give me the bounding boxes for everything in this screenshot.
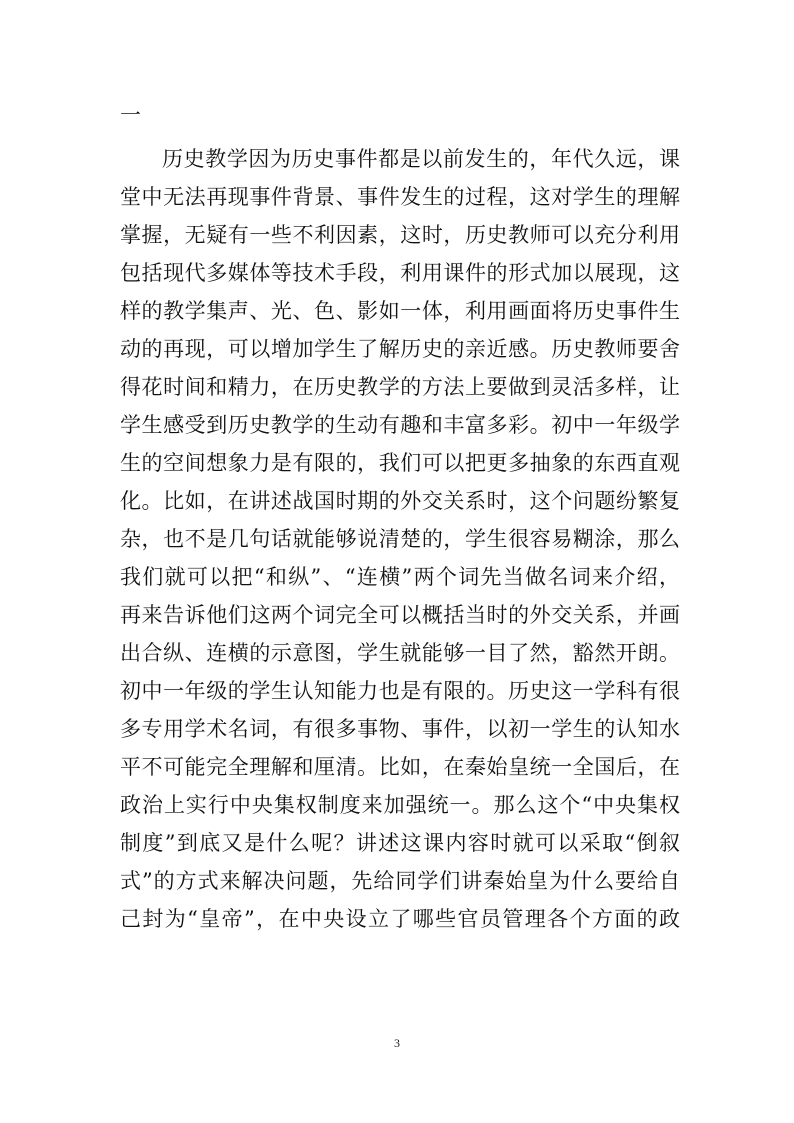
- paragraph-line: 我们就可以把“和纵”、“连横”两个词先当做名词来介绍，: [120, 565, 680, 589]
- paragraph-line: 学生感受到历史教学的生动有趣和丰富多彩。初中一年级学: [120, 413, 680, 437]
- paragraph-line: 平不可能完全理解和厘清。比如，在秦始皇统一全国后，在: [120, 755, 680, 779]
- paragraph-line: 式”的方式来解决问题，先给同学们讲秦始皇为什么要给自: [120, 869, 680, 893]
- paragraph-line: 堂中无法再现事件背景、事件发生的过程，这对学生的理解: [120, 185, 680, 209]
- page-number: 3: [394, 1036, 400, 1050]
- paragraph-line: 己封为“皇帝”，在中央设立了哪些官员管理各个方面的政: [120, 907, 680, 931]
- paragraph-line: 出合纵、连横的示意图，学生就能够一目了然，豁然开朗。: [120, 641, 680, 665]
- paragraph-line: 化。比如，在讲述战国时期的外交关系时，这个问题纷繁复: [120, 489, 680, 513]
- paragraph-line: 得花时间和精力，在历史教学的方法上要做到灵活多样，让: [120, 375, 680, 399]
- paragraph-line: 再来告诉他们这两个词完全可以概括当时的外交关系，并画: [120, 603, 680, 627]
- leading-dash-mark: 一: [120, 103, 141, 127]
- paragraph-line: 政治上实行中央集权制度来加强统一。那么这个“中央集权: [120, 793, 680, 817]
- paragraph-line: 杂，也不是几句话就能够说清楚的，学生很容易糊涂，那么: [120, 527, 680, 551]
- paragraph-line: 生的空间想象力是有限的，我们可以把更多抽象的东西直观: [120, 451, 680, 475]
- paragraph-line: 初中一年级的学生认知能力也是有限的。历史这一学科有很: [120, 679, 680, 703]
- paragraph-line: 历史教学因为历史事件都是以前发生的，年代久远，课: [162, 147, 680, 171]
- paragraph-line: 动的再现，可以增加学生了解历史的亲近感。历史教师要舍: [120, 337, 680, 361]
- paragraph-line: 制度”到底又是什么呢？讲述这课内容时就可以采取“倒叙: [120, 831, 680, 855]
- paragraph-line: 包括现代多媒体等技术手段，利用课件的形式加以展现，这: [120, 261, 680, 285]
- paragraph-line: 样的教学集声、光、色、影如一体，利用画面将历史事件生: [120, 299, 680, 323]
- paragraph-line: 掌握，无疑有一些不利因素，这时，历史教师可以充分利用: [120, 223, 680, 247]
- paragraph-line: 多专用学术名词，有很多事物、事件，以初一学生的认知水: [120, 717, 680, 741]
